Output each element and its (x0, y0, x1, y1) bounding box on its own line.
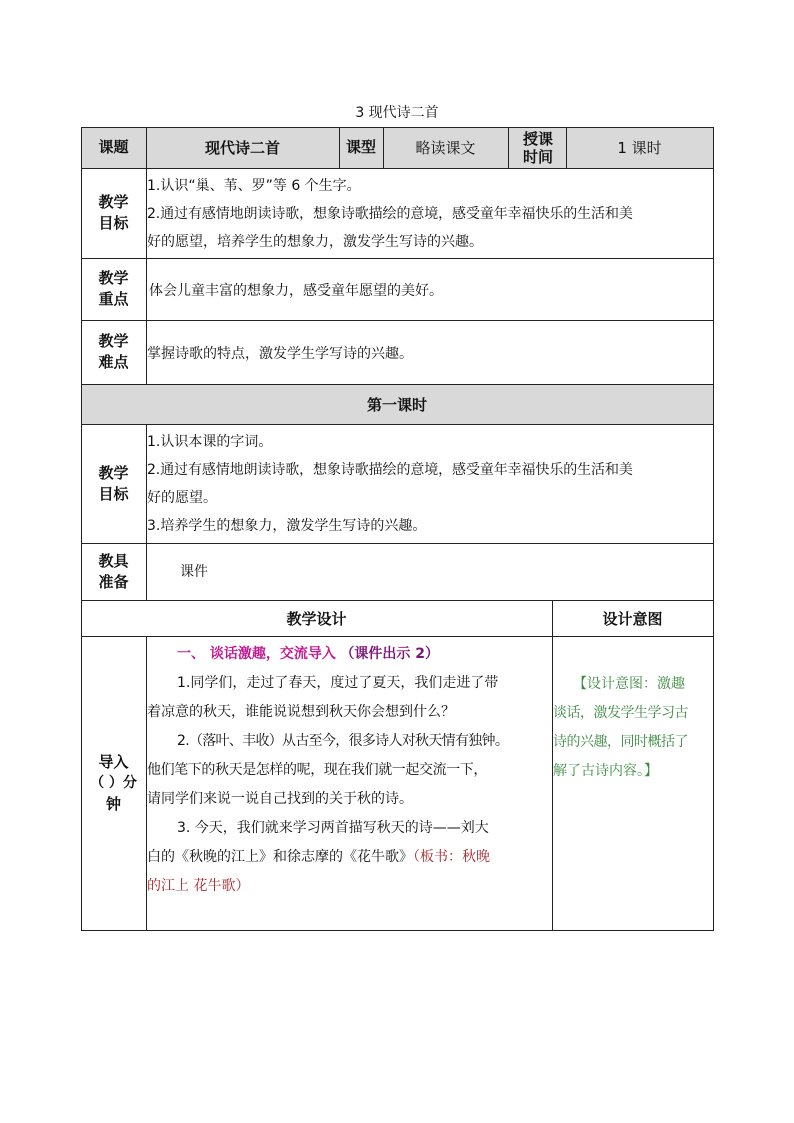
intro-p3-b-line (147, 843, 552, 872)
goals-line-1: 1.认识“巢、苇、罗”等 6 个生字。 (147, 178, 361, 194)
label-topic: 课题 (98, 138, 129, 156)
intent-line-2: 谈话，激发学生学习古 (553, 705, 688, 721)
table-line (81, 424, 714, 425)
table-line (508, 127, 509, 168)
goals-line-2: 2.通过有感情地朗读诗歌，想象诗歌描绘的意境，感受童年幸福快乐的生活和美 (147, 206, 633, 222)
intro-p3-a: 3. 今天，我们就来学习两首描写秋天的诗——刘大 (177, 820, 489, 836)
table-line (81, 543, 714, 544)
intent-line-4: 解了古诗内容。】 (553, 763, 658, 779)
intro-p2-c: 请同学们来说一说自己找到的关于秋的诗。 (147, 791, 413, 807)
intro-label (81, 636, 146, 930)
page-title: 3 现代诗二首 (355, 105, 439, 121)
goals2-line-1: 1.认识本课的字词。 (147, 434, 273, 450)
label-goals: 教学目标 (98, 193, 129, 232)
label-goals-2: 教学目标 (98, 463, 129, 503)
intro-heading-line (147, 640, 552, 669)
intro-p2-b: 他们笔下的秋天是怎样的呢，现在我们就一起交流一下， (147, 762, 487, 778)
goals2-content (147, 428, 713, 540)
label-tools: 教具准备 (98, 551, 129, 591)
goals2-line-3: 好的愿望。 (147, 490, 217, 506)
intent-line-3: 诗的兴趣，同时概括了 (553, 734, 688, 750)
goals-line-3: 好的愿望，培养学生的想象力，激发学生写诗的兴趣。 (147, 234, 483, 250)
goals2-line-4: 3.培养学生的想象力，激发学生写诗的兴趣。 (147, 518, 427, 534)
time-value: 1 课时 (617, 139, 662, 157)
intro-intent-content (553, 670, 713, 786)
goals-content (147, 172, 713, 256)
label-focus: 教学重点 (98, 269, 129, 308)
intro-p3-b: 白的《秋晚的江上》和徐志摩的《花牛歌》 (147, 849, 413, 865)
intro-heading: 一、 谈话激趣，交流导入 (177, 646, 336, 662)
intro-p1-b: 着凉意的秋天，谁能说说想到秋天你会想到什么？ (147, 704, 455, 720)
intro-label-b: （ ）分 (90, 774, 137, 791)
table-line (81, 258, 714, 259)
intro-label-c: 钟 (105, 794, 121, 813)
table-border-right (713, 127, 714, 931)
table-border-bottom (81, 930, 714, 931)
goals2-line-2: 2.通过有感情地朗读诗歌，想象诗歌描绘的意境，感受童年幸福快乐的生活和美 (147, 462, 633, 478)
focus-text: 体会儿童丰富的想象力，感受童年愿望的美好。 (149, 283, 443, 299)
intro-p3-c: 的江上 花牛歌） (147, 878, 250, 894)
intro-design-content (147, 640, 552, 901)
difficulty-text: 掌握诗歌的特点，激发学生学写诗的兴趣。 (147, 346, 413, 362)
section-heading: 第一课时 (366, 395, 427, 414)
intro-label-a: 导入 (98, 752, 129, 771)
label-difficulty: 教学难点 (98, 332, 129, 371)
tools-text: 课件 (180, 564, 208, 580)
label-type: 课型 (345, 138, 376, 156)
table-line (81, 168, 714, 169)
table-line (81, 636, 714, 637)
type-value: 略读课文 (415, 139, 476, 157)
intro-heading-note: （课件出示 2） (340, 646, 439, 662)
topic-value: 现代诗二首 (204, 139, 280, 157)
label-time: 授课时间 (522, 129, 553, 166)
intro-p1-a: 1.同学们，走过了春天，度过了夏天，我们走进了带 (177, 675, 499, 691)
table-line (81, 320, 714, 321)
intent-line-1: 【设计意图：激趣 (573, 676, 685, 692)
design-header: 教学设计 (286, 609, 347, 628)
intro-p3-b-board: （板书：秋晚 (413, 849, 490, 865)
intro-p2-a: 2.（落叶、丰收）从古至今，很多诗人对秋天情有独钟。 (177, 733, 509, 749)
intent-header: 设计意图 (602, 609, 663, 628)
